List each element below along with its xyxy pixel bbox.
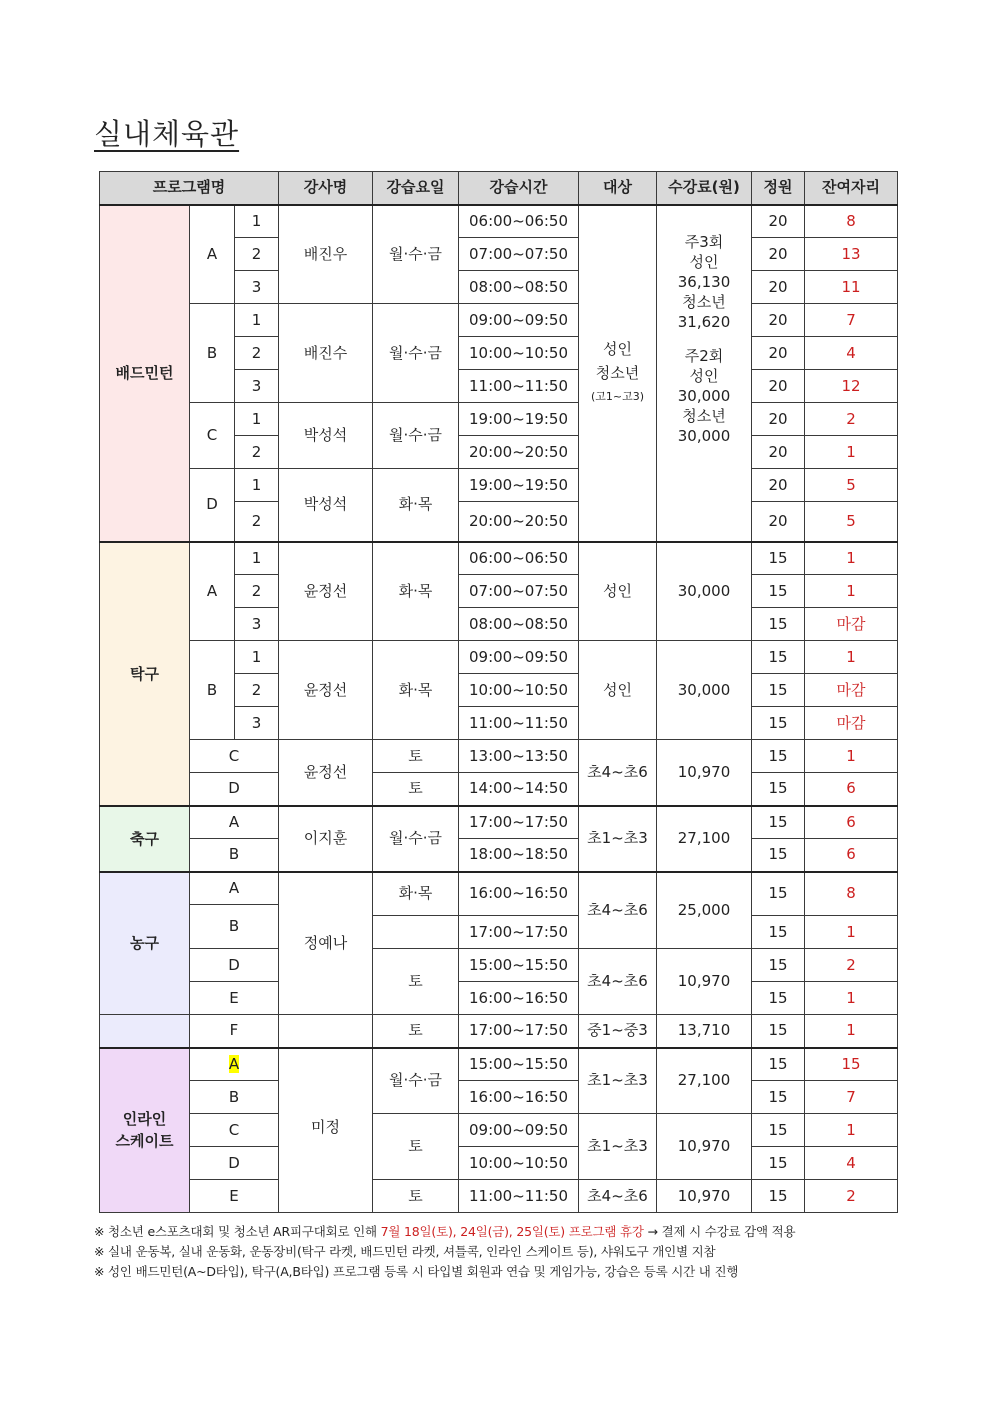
remaining-seats: 1 bbox=[805, 575, 898, 608]
capacity: 15 bbox=[752, 872, 805, 916]
class-days: 토 bbox=[373, 1114, 459, 1180]
target-cell: 초4~초6 bbox=[579, 1180, 657, 1213]
class-days: 화·목 bbox=[373, 542, 459, 641]
capacity: 15 bbox=[752, 1048, 805, 1081]
sport-name-line: 인라인 bbox=[122, 1110, 167, 1129]
session-number: 3 bbox=[235, 608, 279, 641]
table-row bbox=[100, 839, 898, 872]
session-number: 2 bbox=[235, 502, 279, 542]
fee-cell bbox=[657, 205, 752, 542]
capacity: 15 bbox=[752, 1015, 805, 1048]
table-row bbox=[100, 469, 898, 502]
teacher-name: 윤정선 bbox=[279, 740, 373, 806]
class-time: 08:00~08:50 bbox=[459, 608, 579, 641]
session-number: 3 bbox=[235, 370, 279, 403]
class-days: 화·목 bbox=[373, 641, 459, 740]
fee-line: 30,000 bbox=[677, 386, 731, 405]
session-number: 2 bbox=[235, 337, 279, 370]
remaining-seats: 1 bbox=[805, 916, 898, 949]
teacher-name: 미정 bbox=[279, 1048, 373, 1213]
group-label: C bbox=[190, 740, 279, 773]
group-label: F bbox=[190, 1015, 279, 1048]
fee-cell: 30,000 bbox=[657, 542, 752, 641]
note-text: → 결제 시 수강료 감액 적용 bbox=[643, 1224, 796, 1239]
group-label: B bbox=[190, 641, 235, 740]
teacher-name: 이지훈 bbox=[279, 806, 373, 872]
remaining-seats: 8 bbox=[805, 872, 898, 916]
remaining-seats: 6 bbox=[805, 773, 898, 806]
class-days: 월·수·금 bbox=[373, 304, 459, 403]
class-days: 화·목 bbox=[373, 469, 459, 542]
group-label: A bbox=[190, 205, 235, 304]
capacity: 20 bbox=[752, 337, 805, 370]
note-equipment: ※ 실내 운동복, 실내 운동화, 운동장비(탁구 라켓, 배드민턴 라켓, 셔틀콕, 인라인 스케이트 등), 샤워도구 개인별 지참 bbox=[94, 1244, 716, 1259]
sport-name-line: 스케이트 bbox=[115, 1132, 174, 1151]
fee-cell: 25,000 bbox=[657, 872, 752, 949]
sport-name-inline-skate bbox=[100, 1048, 190, 1213]
class-days: 월·수·금 bbox=[373, 403, 459, 469]
capacity: 15 bbox=[752, 1180, 805, 1213]
remaining-seats: 6 bbox=[805, 806, 898, 839]
teacher-name: 정예나 bbox=[279, 872, 373, 1015]
class-time: 10:00~10:50 bbox=[459, 337, 579, 370]
remaining-seats: 4 bbox=[805, 1147, 898, 1180]
teacher-name: 윤정선 bbox=[279, 542, 373, 641]
sport-name-basketball: 농구 bbox=[100, 872, 190, 1015]
capacity: 15 bbox=[752, 839, 805, 872]
class-days: 화·목 bbox=[373, 872, 459, 916]
target-cell: 초4~초6 bbox=[579, 740, 657, 806]
capacity: 15 bbox=[752, 1147, 805, 1180]
target-youth: 청소년 bbox=[595, 364, 640, 382]
target-cell: 성인 bbox=[579, 542, 657, 641]
table-row bbox=[100, 740, 898, 773]
header-target: 대상 bbox=[579, 172, 657, 205]
teacher-name: 윤정선 bbox=[279, 641, 373, 740]
class-time: 16:00~16:50 bbox=[459, 872, 579, 916]
group-label: B bbox=[190, 304, 235, 403]
capacity: 15 bbox=[752, 806, 805, 839]
remaining-seats: 5 bbox=[805, 469, 898, 502]
class-time: 11:00~11:50 bbox=[459, 707, 579, 740]
remaining-seats: 1 bbox=[805, 1114, 898, 1147]
capacity: 20 bbox=[752, 370, 805, 403]
sport-name-badminton: 배드민턴 bbox=[100, 205, 190, 542]
fee-line: 주2회 bbox=[684, 346, 724, 365]
session-number: 1 bbox=[235, 304, 279, 337]
session-number: 1 bbox=[235, 542, 279, 575]
notes-section bbox=[94, 1222, 898, 1282]
class-time: 18:00~18:50 bbox=[459, 839, 579, 872]
class-time: 15:00~15:50 bbox=[459, 949, 579, 982]
fee-cell: 27,100 bbox=[657, 806, 752, 872]
table-row bbox=[100, 641, 898, 674]
capacity: 20 bbox=[752, 271, 805, 304]
target-adult: 성인 bbox=[603, 340, 632, 358]
table-row bbox=[100, 1048, 898, 1081]
class-days: 토 bbox=[373, 773, 459, 806]
class-days: 토 bbox=[373, 740, 459, 773]
capacity: 15 bbox=[752, 575, 805, 608]
target-cell: 성인 bbox=[579, 641, 657, 740]
group-label: E bbox=[190, 982, 279, 1015]
class-days bbox=[373, 916, 459, 949]
remaining-seats: 7 bbox=[805, 304, 898, 337]
fee-cell: 10,970 bbox=[657, 1114, 752, 1180]
target-cell: 중1~중3 bbox=[579, 1015, 657, 1048]
remaining-seats: 15 bbox=[805, 1048, 898, 1081]
target-cell bbox=[579, 205, 657, 542]
capacity: 15 bbox=[752, 982, 805, 1015]
class-time: 14:00~14:50 bbox=[459, 773, 579, 806]
group-label: A bbox=[190, 806, 279, 839]
session-number: 1 bbox=[235, 469, 279, 502]
class-time: 10:00~10:50 bbox=[459, 1147, 579, 1180]
page-title: 실내체육관 bbox=[94, 117, 240, 151]
group-label bbox=[190, 1048, 279, 1081]
session-number: 3 bbox=[235, 707, 279, 740]
fee-line: 청소년 bbox=[682, 292, 726, 311]
teacher-name: 박성석 bbox=[279, 403, 373, 469]
remaining-seats: 1 bbox=[805, 542, 898, 575]
capacity: 15 bbox=[752, 674, 805, 707]
table-row bbox=[100, 1015, 898, 1048]
remaining-seats: 4 bbox=[805, 337, 898, 370]
remaining-seats: 1 bbox=[805, 641, 898, 674]
class-time: 20:00~20:50 bbox=[459, 436, 579, 469]
teacher-name: 배진우 bbox=[279, 205, 373, 304]
fee-cell: 10,970 bbox=[657, 1180, 752, 1213]
sport-name-jokgu: 축구 bbox=[100, 806, 190, 872]
capacity: 20 bbox=[752, 403, 805, 436]
fee-cell: 10,970 bbox=[657, 949, 752, 1015]
target-youth-range: (고1~고3) bbox=[590, 390, 645, 403]
class-time: 15:00~15:50 bbox=[459, 1048, 579, 1081]
capacity: 15 bbox=[752, 773, 805, 806]
table-header-row bbox=[100, 172, 898, 205]
note-closure bbox=[94, 1222, 898, 1242]
group-label: C bbox=[190, 403, 235, 469]
class-days: 월·수·금 bbox=[373, 806, 459, 872]
table-row bbox=[100, 982, 898, 1015]
remaining-seats: 2 bbox=[805, 949, 898, 982]
session-number: 2 bbox=[235, 436, 279, 469]
session-number: 2 bbox=[235, 674, 279, 707]
session-number: 1 bbox=[235, 641, 279, 674]
fee-cell: 13,710 bbox=[657, 1015, 752, 1048]
header-time: 강습시간 bbox=[459, 172, 579, 205]
class-time: 17:00~17:50 bbox=[459, 1015, 579, 1048]
fee-line: 성인 bbox=[689, 252, 719, 271]
group-label: D bbox=[190, 469, 235, 542]
capacity: 15 bbox=[752, 949, 805, 982]
class-days: 월·수·금 bbox=[373, 1048, 459, 1114]
capacity: 15 bbox=[752, 1081, 805, 1114]
group-label: A bbox=[190, 542, 235, 641]
capacity: 20 bbox=[752, 502, 805, 542]
remaining-seats: 7 bbox=[805, 1081, 898, 1114]
remaining-seats: 5 bbox=[805, 502, 898, 542]
class-time: 07:00~07:50 bbox=[459, 238, 579, 271]
capacity: 15 bbox=[752, 740, 805, 773]
class-time: 09:00~09:50 bbox=[459, 1114, 579, 1147]
note-text: ※ 청소년 e스포츠대회 및 청소년 AR피구대회로 인해 bbox=[94, 1224, 381, 1239]
session-number: 1 bbox=[235, 403, 279, 436]
target-cell: 초1~초3 bbox=[579, 1114, 657, 1180]
teacher-name: 배진수 bbox=[279, 304, 373, 403]
session-number: 1 bbox=[235, 205, 279, 238]
capacity: 15 bbox=[752, 608, 805, 641]
capacity: 15 bbox=[752, 707, 805, 740]
class-time: 13:00~13:50 bbox=[459, 740, 579, 773]
table-row bbox=[100, 542, 898, 575]
remaining-seats: 1 bbox=[805, 1015, 898, 1048]
header-capacity: 정원 bbox=[752, 172, 805, 205]
group-label: D bbox=[190, 1147, 279, 1180]
fee-cell: 30,000 bbox=[657, 641, 752, 740]
header-teacher: 강사명 bbox=[279, 172, 373, 205]
remaining-seats: 8 bbox=[805, 205, 898, 238]
session-number: 2 bbox=[235, 238, 279, 271]
class-days: 토 bbox=[373, 1180, 459, 1213]
class-time: 11:00~11:50 bbox=[459, 370, 579, 403]
target-cell: 초4~초6 bbox=[579, 949, 657, 1015]
capacity: 15 bbox=[752, 916, 805, 949]
class-time: 20:00~20:50 bbox=[459, 502, 579, 542]
sport-name-pingpong: 탁구 bbox=[100, 542, 190, 806]
group-label: C bbox=[190, 1114, 279, 1147]
group-label: B bbox=[190, 839, 279, 872]
group-label: D bbox=[190, 773, 279, 806]
class-time: 17:00~17:50 bbox=[459, 916, 579, 949]
class-time: 17:00~17:50 bbox=[459, 806, 579, 839]
fee-cell: 27,100 bbox=[657, 1048, 752, 1114]
header-program: 프로그램명 bbox=[100, 172, 279, 205]
capacity: 20 bbox=[752, 238, 805, 271]
table-row bbox=[100, 1114, 898, 1147]
table-row bbox=[100, 1180, 898, 1213]
class-days: 토 bbox=[373, 949, 459, 1015]
session-number: 2 bbox=[235, 575, 279, 608]
header-remaining: 잔여자리 bbox=[805, 172, 898, 205]
table-row bbox=[100, 872, 898, 905]
capacity: 20 bbox=[752, 436, 805, 469]
remaining-seats: 2 bbox=[805, 1180, 898, 1213]
class-time: 09:00~09:50 bbox=[459, 304, 579, 337]
fee-line: 36,130 bbox=[677, 272, 731, 291]
table-row bbox=[100, 403, 898, 436]
target-cell: 초4~초6 bbox=[579, 872, 657, 949]
program-schedule-table bbox=[99, 171, 898, 1213]
capacity: 20 bbox=[752, 469, 805, 502]
remaining-seats: 1 bbox=[805, 982, 898, 1015]
class-time: 11:00~11:50 bbox=[459, 1180, 579, 1213]
remaining-seats: 1 bbox=[805, 740, 898, 773]
fee-line: 30,000 bbox=[677, 426, 731, 445]
remaining-seats: 13 bbox=[805, 238, 898, 271]
header-days: 강습요일 bbox=[373, 172, 459, 205]
table-row bbox=[100, 773, 898, 806]
header-fee: 수강료(원) bbox=[657, 172, 752, 205]
class-time: 07:00~07:50 bbox=[459, 575, 579, 608]
table-row bbox=[100, 304, 898, 337]
teacher-name: 박성석 bbox=[279, 469, 373, 542]
remaining-seats: 2 bbox=[805, 403, 898, 436]
capacity: 15 bbox=[752, 641, 805, 674]
note-registration: ※ 성인 배드민턴(A~D타입), 탁구(A,B타입) 프로그램 등록 시 타입별 회원과 연습 및 게임가능, 강습은 등록 시간 내 진행 bbox=[94, 1264, 739, 1279]
capacity: 20 bbox=[752, 304, 805, 337]
highlighted-label: A bbox=[228, 1054, 240, 1073]
class-time: 10:00~10:50 bbox=[459, 674, 579, 707]
remaining-seats: 1 bbox=[805, 436, 898, 469]
class-time: 19:00~19:50 bbox=[459, 469, 579, 502]
remaining-seats: 마감 bbox=[805, 608, 898, 641]
session-number: 3 bbox=[235, 271, 279, 304]
remaining-seats: 마감 bbox=[805, 674, 898, 707]
remaining-seats: 마감 bbox=[805, 707, 898, 740]
target-cell: 초1~초3 bbox=[579, 1048, 657, 1114]
table-row bbox=[100, 806, 898, 839]
fee-cell: 10,970 bbox=[657, 740, 752, 806]
teacher-name bbox=[279, 1015, 373, 1048]
table-row bbox=[100, 1147, 898, 1180]
target-cell: 초1~초3 bbox=[579, 806, 657, 872]
remaining-seats: 12 bbox=[805, 370, 898, 403]
capacity: 15 bbox=[752, 542, 805, 575]
class-time: 08:00~08:50 bbox=[459, 271, 579, 304]
group-label: D bbox=[190, 949, 279, 982]
remaining-seats: 6 bbox=[805, 839, 898, 872]
fee-line: 청소년 bbox=[682, 406, 726, 425]
class-days: 토 bbox=[373, 1015, 459, 1048]
fee-line: 주3회 bbox=[684, 232, 724, 251]
capacity: 20 bbox=[752, 205, 805, 238]
class-time: 19:00~19:50 bbox=[459, 403, 579, 436]
class-time: 16:00~16:50 bbox=[459, 1081, 579, 1114]
capacity: 15 bbox=[752, 1114, 805, 1147]
fee-line: 31,620 bbox=[677, 312, 731, 331]
table-row bbox=[100, 949, 898, 982]
class-time: 06:00~06:50 bbox=[459, 542, 579, 575]
class-days: 월·수·금 bbox=[373, 205, 459, 304]
class-time: 06:00~06:50 bbox=[459, 205, 579, 238]
fee-line bbox=[657, 332, 751, 346]
group-label: B bbox=[190, 1081, 279, 1114]
table-row bbox=[100, 1081, 898, 1114]
fee-line: 성인 bbox=[689, 366, 719, 385]
group-label: E bbox=[190, 1180, 279, 1213]
group-label: A bbox=[190, 872, 279, 905]
group-label: B bbox=[190, 905, 279, 949]
note-closure-dates: 7월 18일(토), 24일(금), 25일(토) 프로그램 휴강 bbox=[380, 1224, 644, 1239]
sport-name-basketball-cont bbox=[100, 1015, 190, 1048]
class-time: 16:00~16:50 bbox=[459, 982, 579, 1015]
class-time: 09:00~09:50 bbox=[459, 641, 579, 674]
remaining-seats: 11 bbox=[805, 271, 898, 304]
table-row bbox=[100, 205, 898, 238]
